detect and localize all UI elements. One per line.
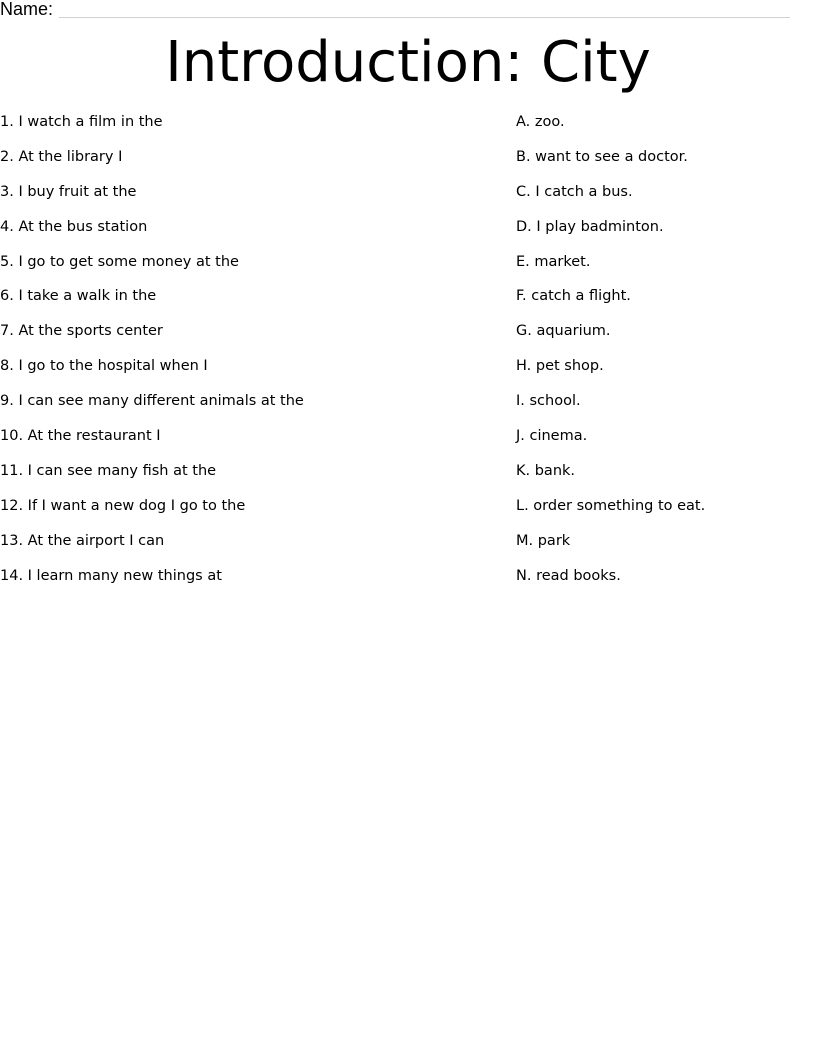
question-item: 13. At the airport I can <box>0 532 165 549</box>
answer-item: E. market. <box>516 253 591 270</box>
answer-item: H. pet shop. <box>516 358 604 375</box>
answer-item: D. I play badminton. <box>516 218 664 235</box>
answer-item: L. order something to eat. <box>516 497 706 514</box>
question-item: 2. At the library I <box>0 148 123 165</box>
question-item: 4. At the bus station <box>0 218 148 235</box>
answers-column <box>516 111 806 599</box>
question-item: 3. I buy fruit at the <box>0 183 137 200</box>
answer-item: B. want to see a doctor. <box>516 148 688 165</box>
name-row <box>0 0 790 20</box>
question-item: 14. I learn many new things at <box>0 567 222 584</box>
answer-item: G. aquarium. <box>516 323 611 340</box>
question-item: 10. At the restaurant I <box>0 428 161 445</box>
answer-item: M. park <box>516 532 571 549</box>
answer-item: N. read books. <box>516 567 621 584</box>
question-item: 7. At the sports center <box>0 323 163 340</box>
questions-column <box>0 111 500 599</box>
question-item: 9. I can see many different animals at the <box>0 393 304 410</box>
question-item: 6. I take a walk in the <box>0 288 157 305</box>
answer-item: I. school. <box>516 393 581 410</box>
question-item: 8. I go to the hospital when I <box>0 358 208 375</box>
answer-item: A. zoo. <box>516 114 565 130</box>
answer-item: C. I catch a bus. <box>516 183 633 200</box>
question-item: 5. I go to get some money at the <box>0 253 239 270</box>
question-item: 11. I can see many fish at the <box>0 462 217 479</box>
answer-item: J. cinema. <box>516 428 588 445</box>
name-label: Name: <box>0 0 54 19</box>
answer-item: K. bank. <box>516 462 576 479</box>
question-item: 1. I watch a film in the <box>0 114 163 130</box>
question-item: 12. If I want a new dog I go to the <box>0 497 246 514</box>
page-title: Introduction: City <box>165 30 651 95</box>
answer-item: F. catch a flight. <box>516 288 631 305</box>
name-write-line <box>59 17 790 18</box>
